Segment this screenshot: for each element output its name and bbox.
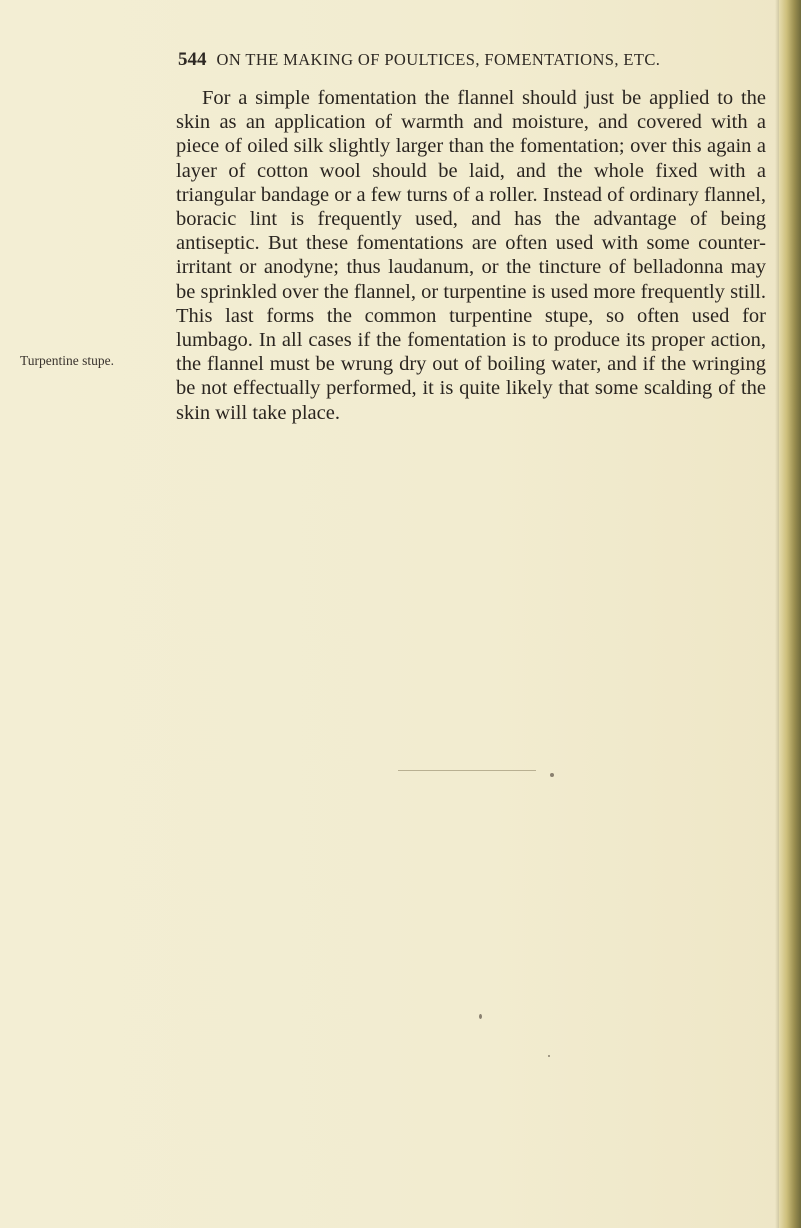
page-number: 544 (178, 49, 207, 70)
divider-rule (398, 770, 536, 771)
body-text (176, 86, 766, 425)
paper-speck (479, 1014, 482, 1019)
marginal-note: Turpentine stupe. (20, 353, 114, 368)
paragraph: For a simple fomentation the flannel should just be applied to the skin as an application of warmth and moisture, and covered with a piece of oiled silk slightly larger than the fomentation; over this again a layer of cotton wool should be laid, and the whole fixed with a triangular bandage or a few turns of a roller. Instead of ordinary flannel, boracic lint is frequently used, and has the advantage of being antiseptic. But these fomentations are often used with some counter-irritant or anodyne; thus laudanum, or the tincture of belladonna may be sprinkled over the flannel, or turpentine is used more frequently still. This last forms the common turpentine stupe, so often used for lumbago. In all cases if the fomentation is to produce its proper action, the flannel must be wrung dry out of boiling water, and if the wringing be not effectually performed, it is quite likely that some scalding of the skin will take place. (176, 87, 766, 424)
page-edge (779, 0, 801, 1228)
paper-speck (548, 1055, 550, 1057)
running-head-title: ON THE MAKING OF POULTICES, FOMENTATIONS, ETC. (216, 50, 661, 69)
running-head (178, 49, 738, 71)
paper-speck (550, 773, 554, 777)
